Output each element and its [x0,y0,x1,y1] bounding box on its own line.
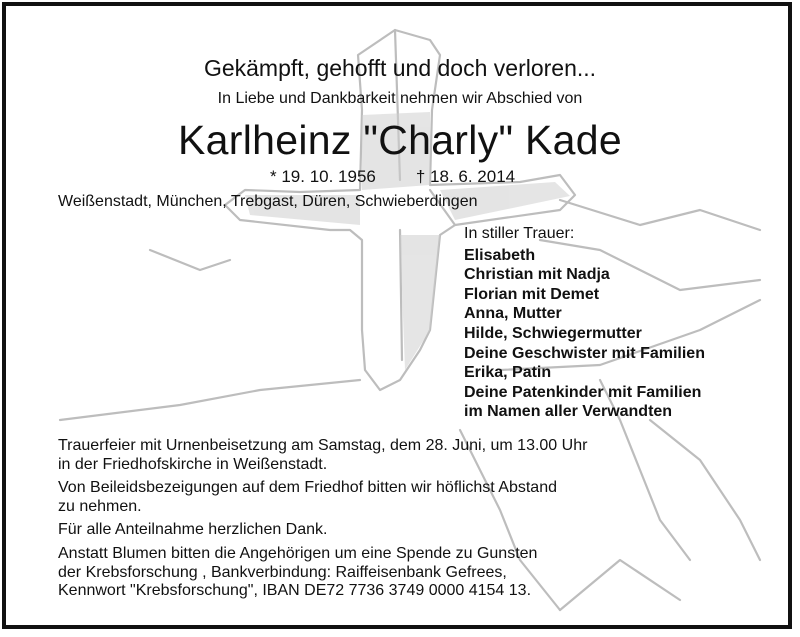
condolence-line: zu nehmen. [58,497,142,515]
thanks-line: Für alle Anteilnahme herzlichen Dank. [58,521,328,539]
condolence-paragraph [58,479,658,516]
intro-line: In Liebe und Dankbarkeit nehmen wir Abschied von [217,90,583,107]
mourner-name: Deine Patenkinder mit Familien [464,383,702,401]
mourners-block [464,224,705,422]
death-date: † 18. 6. 2014 [415,167,516,186]
mourner-name: Hilde, Schwiegermutter [464,324,642,342]
funeral-line: Trauerfeier mit Urnenbeisetzung am Samstag, dem 28. Juni, um 13.00 Uhr [58,437,588,454]
funeral-paragraph [58,437,658,474]
donation-line: der Krebsforschung , Bankverbindung: Raiffeisenbank Gefrees, [58,563,507,581]
thanks-paragraph [58,521,658,540]
birth-date: * 19. 10. 1956 [270,167,376,186]
condolence-line: Von Beileidsbezeigungen auf dem Friedhof bitten wir höflichst Abstand [58,479,557,497]
mourner-name: Anna, Mutter [464,305,562,323]
notice-body [58,437,658,606]
donation-line: Anstatt Blumen bitten die Angehörigen um eine Spende zu Gunsten [58,544,538,562]
mourner-name: Elisabeth [464,246,536,264]
mourner-name: Florian mit Demet [464,285,600,303]
donation-paragraph [58,545,658,601]
mourner-name: im Namen aller Verwandten [464,403,673,421]
deceased-name: Karlheinz "Charly" Kade [178,117,622,163]
funeral-line: in der Friedhofskirche in Weißenstadt. [58,455,328,473]
mourners-heading: In stiller Trauer: [464,225,575,242]
mourner-name: Erika, Patin [464,364,552,382]
mourner-name: Deine Geschwister mit Familien [464,344,705,362]
motto: Gekämpft, gehofft und doch verloren... [203,55,597,81]
mourner-name: Christian mit Nadja [464,266,610,284]
life-dates [270,167,515,187]
places-list: Weißenstadt, München, Trebgast, Düren, Schwieberdingen [58,193,478,210]
donation-line: Kennwort "Krebsforschung", IBAN DE72 7736 3749 0000 4154 13. [58,582,532,600]
